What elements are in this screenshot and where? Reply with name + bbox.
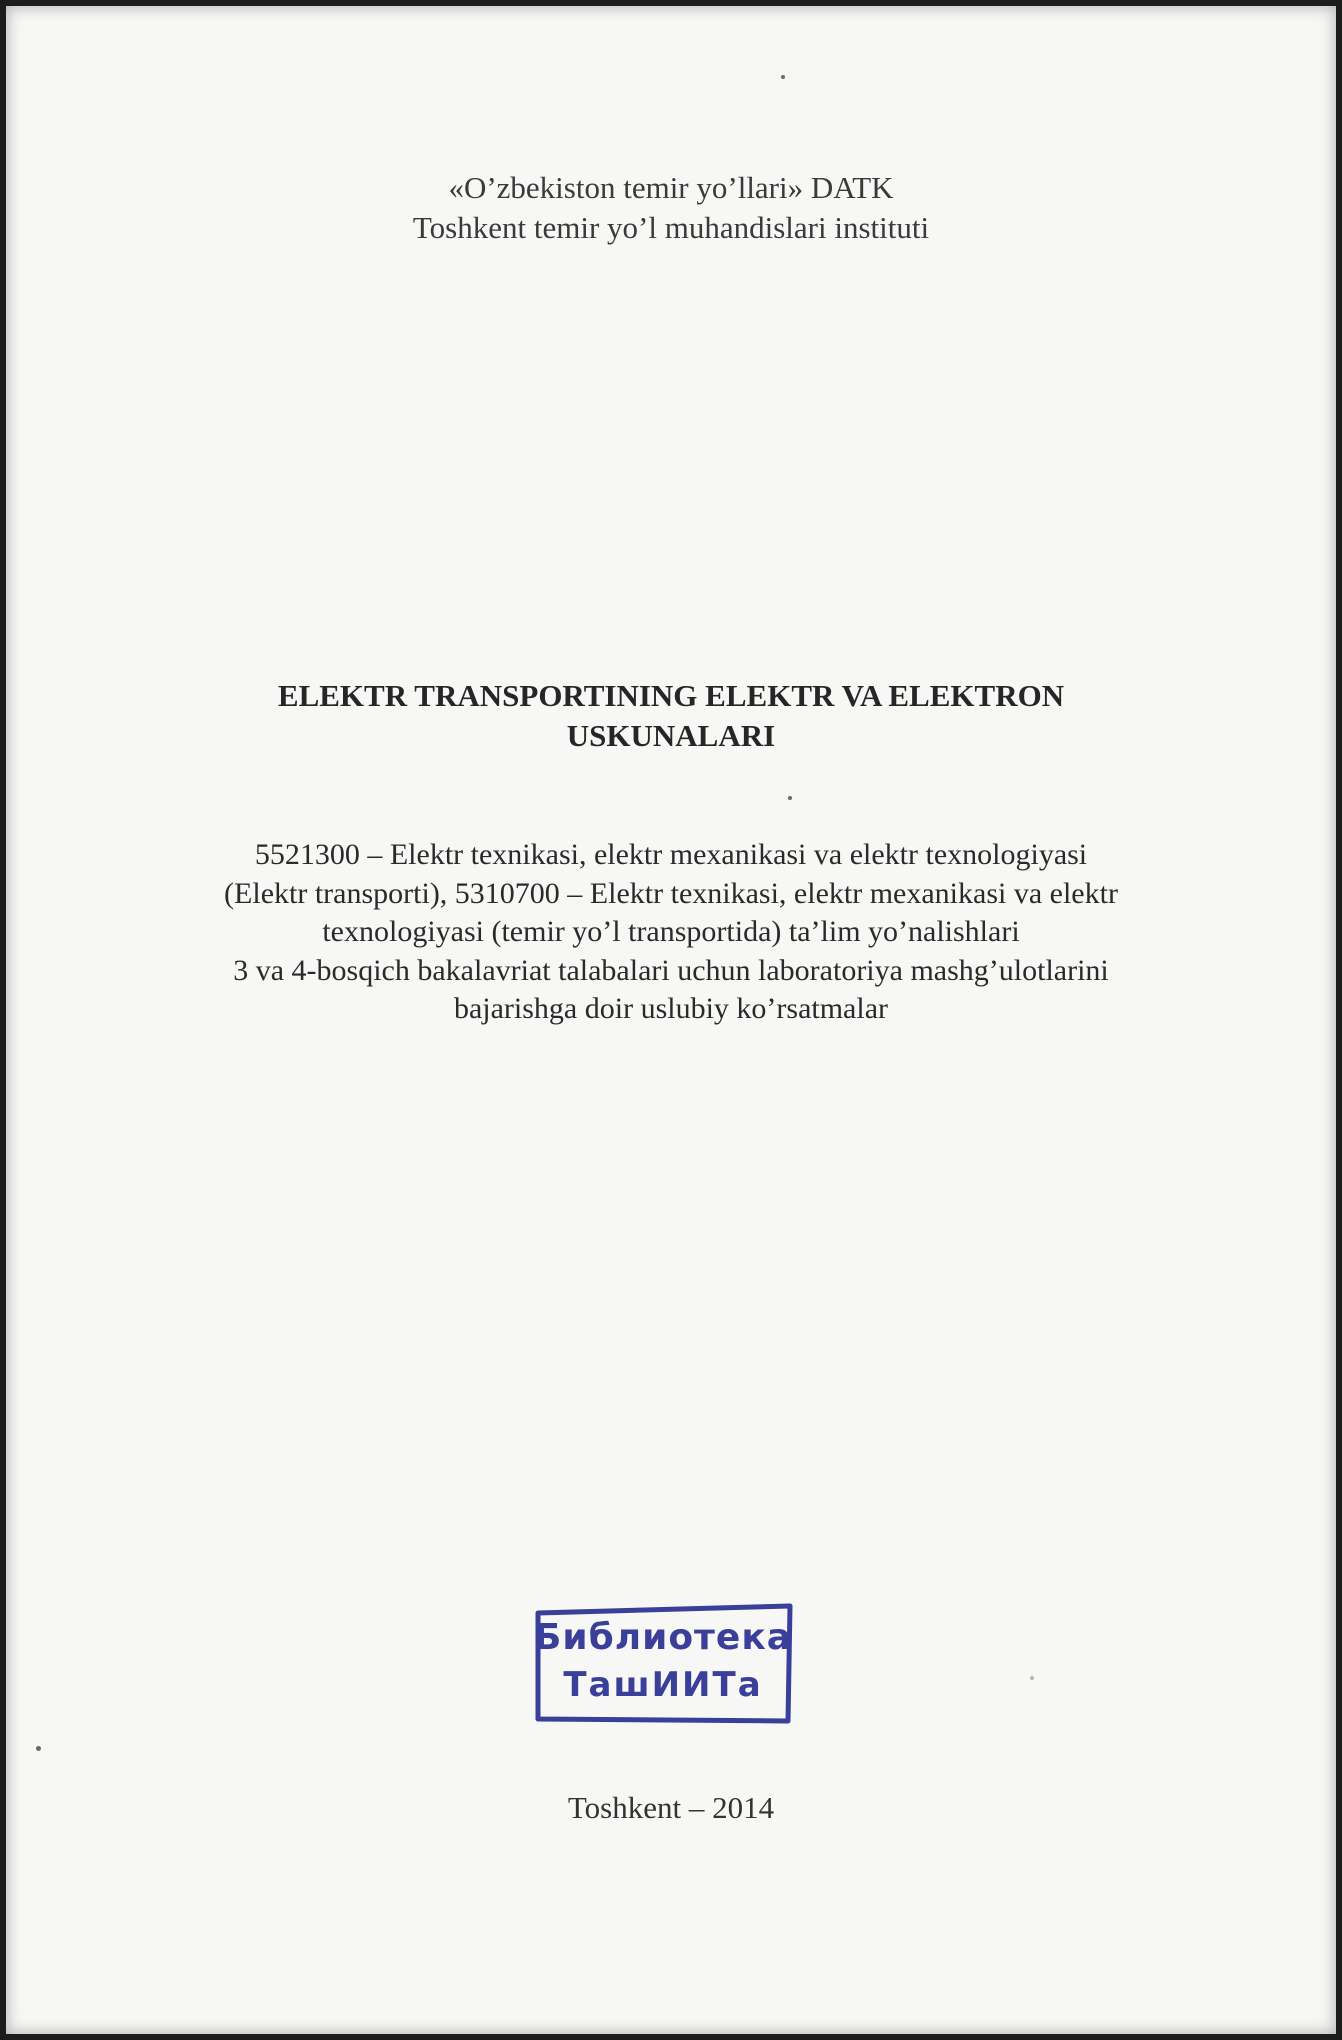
paper-speck bbox=[788, 796, 792, 800]
title-line-2: USKUNALARI bbox=[566, 718, 776, 753]
document-title bbox=[0, 676, 1342, 756]
description-line-3: texnologiyasi (temir yo’l transportida) ta’lim yo’nalishlari bbox=[322, 915, 1020, 948]
header-organization: «O’zbekiston temir yo’llari» DATK bbox=[448, 170, 894, 205]
place-and-year: Toshkent – 2014 bbox=[567, 1790, 775, 1825]
header-institute: Toshkent temir yo’l muhandislari instituti bbox=[412, 210, 930, 245]
paper-speck bbox=[1030, 1676, 1034, 1680]
library-stamp bbox=[532, 1603, 794, 1725]
description-line-1: 5521300 – Elektr texnikasi, elektr mexanikasi va elektr texnologiyasi bbox=[254, 838, 1088, 871]
stamp-library-text: Библиотека bbox=[533, 1617, 793, 1658]
description-line-4: 3 va 4-bosqich bakalavriat talabalari uchun laboratoriya mashg’ulotlarini bbox=[233, 953, 1109, 987]
description-line-5: bajarishga doir uslubiy ko’rsatmalar bbox=[453, 992, 889, 1025]
institution-header bbox=[0, 168, 1342, 248]
paper-speck bbox=[781, 75, 785, 79]
stamp-institute-text: ТашИИТа bbox=[563, 1665, 763, 1705]
description-line-2: (Elektr transporti), 5310700 – Elektr texnikasi, elektr mexanikasi va elektr bbox=[224, 876, 1118, 910]
document-description bbox=[0, 836, 1342, 1029]
title-line-1: ELEKTR TRANSPORTINING ELEKTR VA ELEKTRON bbox=[277, 678, 1065, 713]
paper-speck bbox=[36, 1746, 41, 1751]
